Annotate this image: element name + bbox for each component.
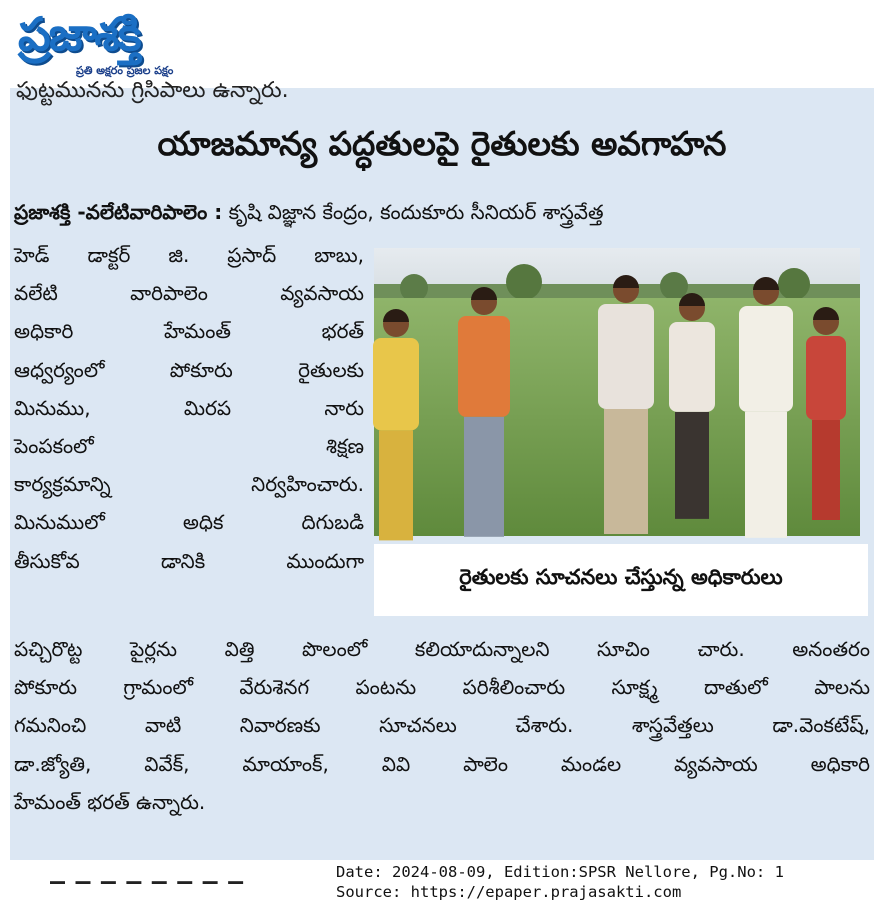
person-man-light-shirt bbox=[669, 293, 715, 519]
news-photo bbox=[374, 248, 860, 536]
brand-tagline: ప్రతి అక్షరం ప్రజల పక్షం bbox=[76, 64, 174, 77]
column-line: తీసుకోవ డానికి ముందుగా bbox=[14, 548, 364, 573]
body-line: డా.జ్యోతి, వివేక్, మాయాంక్, వివి పాలెం మండల వ్యవసాయ అధికారి bbox=[14, 751, 870, 776]
dateline: ప్రజాశక్తి -వలేటివారిపాలెం : bbox=[14, 200, 223, 224]
column-line: కార్యక్రమాన్ని నిర్వహించారు. bbox=[14, 472, 364, 497]
person-elder-white-dhoti bbox=[739, 277, 793, 538]
column-line: పెంపకంలో శిక్షణ bbox=[14, 433, 364, 458]
article-column bbox=[14, 236, 364, 580]
article-headline: యాజమాన్య పద్ధతులపై రైతులకు అవగాహన bbox=[157, 124, 727, 163]
person-woman-red-saree bbox=[806, 307, 846, 520]
footer-date-line: Date: 2024-08-09, Edition:SPSR Nellore, Pg.No: 1 bbox=[336, 863, 784, 881]
person-man-checked-shirt bbox=[598, 275, 654, 534]
column-line: ఆధ్వర్యంలో పోకూరు రైతులకు bbox=[14, 357, 364, 382]
article-body bbox=[14, 630, 870, 821]
person-man-orange-shirt bbox=[458, 287, 510, 537]
column-line: అధికారి హేమంత్ భరత్ bbox=[14, 319, 364, 344]
body-line: గమనించి వాటి నివారణకు సూచనలు చేశారు. శాస్త్రవేత్తలు డా.వెంకటేష్, bbox=[14, 713, 870, 738]
body-line: హేమంత్ భరత్ ఉన్నారు. bbox=[14, 789, 206, 814]
body-line: పచ్చిరొట్ట పైర్లను విత్తి పొలంలో కలియాదున్నాలని సూచిం చారు. అనంతరం bbox=[14, 637, 870, 661]
lead-text: కృషి విజ్ఞాన కేంద్రం, కందుకూరు సీనియర్ శాస్త్రవేత్త bbox=[228, 200, 604, 224]
cut-off-bottom-line: _ _ _ _ _ _ _ _ bbox=[50, 850, 244, 885]
column-line: హెడ్ డాక్టర్ జి. ప్రసాద్ బాబు, bbox=[14, 243, 364, 267]
photo-caption: రైతులకు సూచనలు చేస్తున్న అధికారులు bbox=[374, 544, 868, 616]
clipping-footer bbox=[336, 862, 784, 902]
column-line: మినుములో అధిక దిగుబడి bbox=[14, 510, 364, 535]
masthead-logo bbox=[18, 6, 263, 84]
column-line: మినుము, మిరప నారు bbox=[14, 395, 364, 420]
body-line: పోకూరు గ్రామంలో వేరుశెనగ పంటను పరిశీలించారు సూక్ష్మ దాతులో పాలను bbox=[14, 675, 870, 700]
footer-source-line: Source: https://epaper.prajasakti.com bbox=[336, 883, 682, 901]
brand-name: ప్రజాశక్తి bbox=[18, 7, 140, 61]
cut-off-top-line: ఫుట్టమునను గ్రిసిపాలు ఉన్నారు. bbox=[16, 78, 289, 103]
field-photo-graphic bbox=[374, 248, 860, 536]
column-line: వలేటి వారిపాలెం వ్యవసాయ bbox=[14, 281, 364, 306]
lead-paragraph bbox=[14, 200, 870, 229]
person-woman-yellow-saree bbox=[373, 309, 419, 540]
